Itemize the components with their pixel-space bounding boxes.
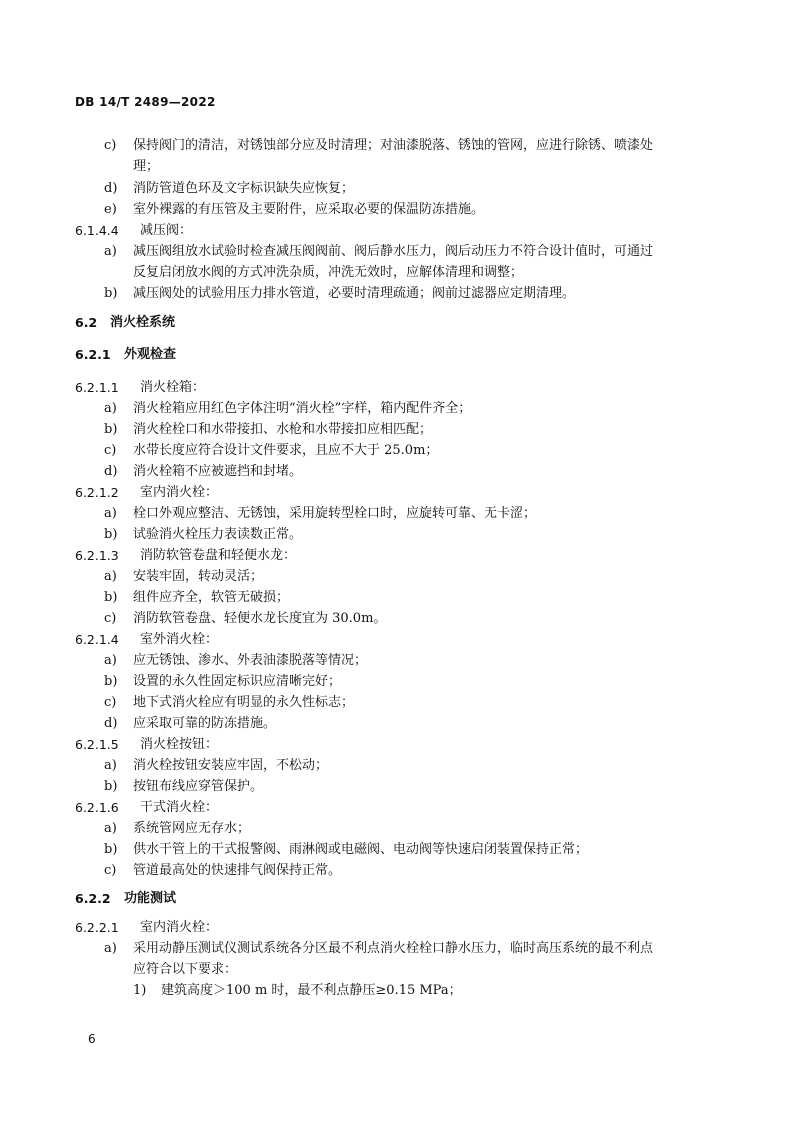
list-item-text: 消火栓栓口和水带接扣、水枪和水带接扣应相匹配； <box>133 422 433 437</box>
document-id-header: DB 14/T 2489—2022 <box>75 95 216 109</box>
list-item-text: 消火栓按钮安装应牢固，不松动； <box>133 758 329 773</box>
list-marker: b) <box>104 527 118 542</box>
clause-number: 6.2.1.4 <box>75 632 119 647</box>
list-marker: c) <box>104 863 117 878</box>
list-item-text: 管道最高处的快速排气阀保持正常。 <box>133 863 342 878</box>
list-marker: c) <box>104 611 117 626</box>
list-item-text: 消防软管卷盘、轻便水龙长度宜为 30.0m。 <box>133 611 387 626</box>
list-item-text: 减压阀处的试验用压力排水管道，必要时清理疏通；阀前过滤器应定期清理。 <box>133 286 576 301</box>
section-title: 消火栓系统 <box>110 315 176 330</box>
list-marker: a) <box>104 569 117 584</box>
list-item-text: 组件应齐全，软管无破损； <box>133 590 290 605</box>
list-item-text: 室外裸露的有压管及主要附件，应采取必要的保温防冻措施。 <box>133 202 485 217</box>
list-marker: b) <box>104 842 118 857</box>
clause-title: 减压阀： <box>140 223 193 238</box>
list-item-text: 减压阀组放水试验时检查减压阀阀前、阀后静水压力，阀后动压力不符合设计值时，可通过 <box>133 244 654 259</box>
clause-title: 室外消火栓： <box>140 632 219 647</box>
list-item-text: 设置的永久性固定标识应清晰完好； <box>133 674 342 689</box>
list-marker: d) <box>104 464 118 479</box>
list-marker: d) <box>104 181 118 196</box>
list-marker: b) <box>104 779 118 794</box>
clause-number: 6.2.2.1 <box>75 920 119 935</box>
list-marker: b) <box>104 422 118 437</box>
section-number: 6.2 <box>75 315 98 330</box>
list-item-text: 建筑高度＞100 m 时，最不利点静压≥0.15 MPa； <box>161 983 462 998</box>
list-item-text: 地下式消火栓应有明显的永久性标志； <box>133 695 355 710</box>
list-marker: b) <box>104 674 118 689</box>
clause-title: 室内消火栓： <box>140 920 219 935</box>
section-title: 外观检查 <box>124 347 177 362</box>
list-item-text: 保持阀门的清洁，对锈蚀部分应及时清理；对油漆脱落、锈蚀的管网，应进行除锈、喷漆处 <box>133 138 654 153</box>
page-number: 6 <box>88 1032 96 1046</box>
section-number: 6.2.2 <box>75 891 111 906</box>
list-item-text: 水带长度应符合设计文件要求，且应不大于 25.0m； <box>133 443 439 458</box>
clause-title: 消火栓按钮： <box>140 737 219 752</box>
list-marker: 1) <box>133 983 147 998</box>
list-item-text: 按钮布线应穿管保护。 <box>133 779 264 794</box>
clause-title: 消防软管卷盘和轻便水龙： <box>140 548 297 563</box>
clause-number: 6.2.1.5 <box>75 737 119 752</box>
list-item-text: 栓口外观应整洁、无锈蚀，采用旋转型栓口时，应旋转可靠、无卡涩； <box>133 506 537 521</box>
clause-number: 6.2.1.3 <box>75 548 119 563</box>
list-item-text: 消火栓箱不应被遮挡和封堵。 <box>133 464 303 479</box>
list-item-text: 采用动静压测试仪测试系统各分区最不利点消火栓栓口静水压力，临时高压系统的最不利点 <box>133 941 654 956</box>
list-marker: c) <box>104 695 117 710</box>
list-marker: a) <box>104 821 117 836</box>
section-number: 6.2.1 <box>75 347 111 362</box>
list-item-text: 系统管网应无存水； <box>133 821 251 836</box>
list-marker: a) <box>104 941 117 956</box>
clause-title: 消火栓箱： <box>140 380 206 395</box>
list-marker: d) <box>104 716 118 731</box>
list-marker: a) <box>104 653 117 668</box>
list-item-text: 理； <box>133 159 160 174</box>
list-marker: c) <box>104 138 117 153</box>
clause-number: 6.2.1.2 <box>75 485 119 500</box>
list-marker: a) <box>104 506 117 521</box>
section-title: 功能测试 <box>124 891 177 906</box>
list-item-text: 消防管道色环及文字标识缺失应恢复； <box>133 181 355 196</box>
list-marker: a) <box>104 758 117 773</box>
list-item-text: 安装牢固，转动灵活； <box>133 569 264 584</box>
list-item-text: 供水干管上的干式报警阀、雨淋阀或电磁阀、电动阀等快速启闭装置保持正常； <box>133 842 589 857</box>
list-marker: c) <box>104 443 117 458</box>
clause-number: 6.1.4.4 <box>75 223 119 238</box>
list-item-text: 反复启闭放水阀的方式冲洗杂质，冲洗无效时，应解体清理和调整； <box>133 265 524 280</box>
list-marker: a) <box>104 244 117 259</box>
clause-number: 6.2.1.6 <box>75 800 119 815</box>
clause-number: 6.2.1.1 <box>75 380 119 395</box>
clause-title: 室内消火栓： <box>140 485 219 500</box>
list-marker: a) <box>104 401 117 416</box>
list-item-text: 应无锈蚀、渗水、外表油漆脱落等情况； <box>133 653 368 668</box>
list-marker: b) <box>104 286 118 301</box>
list-item-text: 应采取可靠的防冻措施。 <box>133 716 277 731</box>
list-item-text: 消火栓箱应用红色字体注明“消火栓”字样，箱内配件齐全； <box>133 401 472 416</box>
list-item-text: 应符合以下要求： <box>133 962 238 977</box>
list-marker: b) <box>104 590 118 605</box>
list-item-text: 试验消火栓压力表读数正常。 <box>133 527 303 542</box>
clause-title: 干式消火栓： <box>140 800 219 815</box>
list-marker: e) <box>104 202 117 217</box>
